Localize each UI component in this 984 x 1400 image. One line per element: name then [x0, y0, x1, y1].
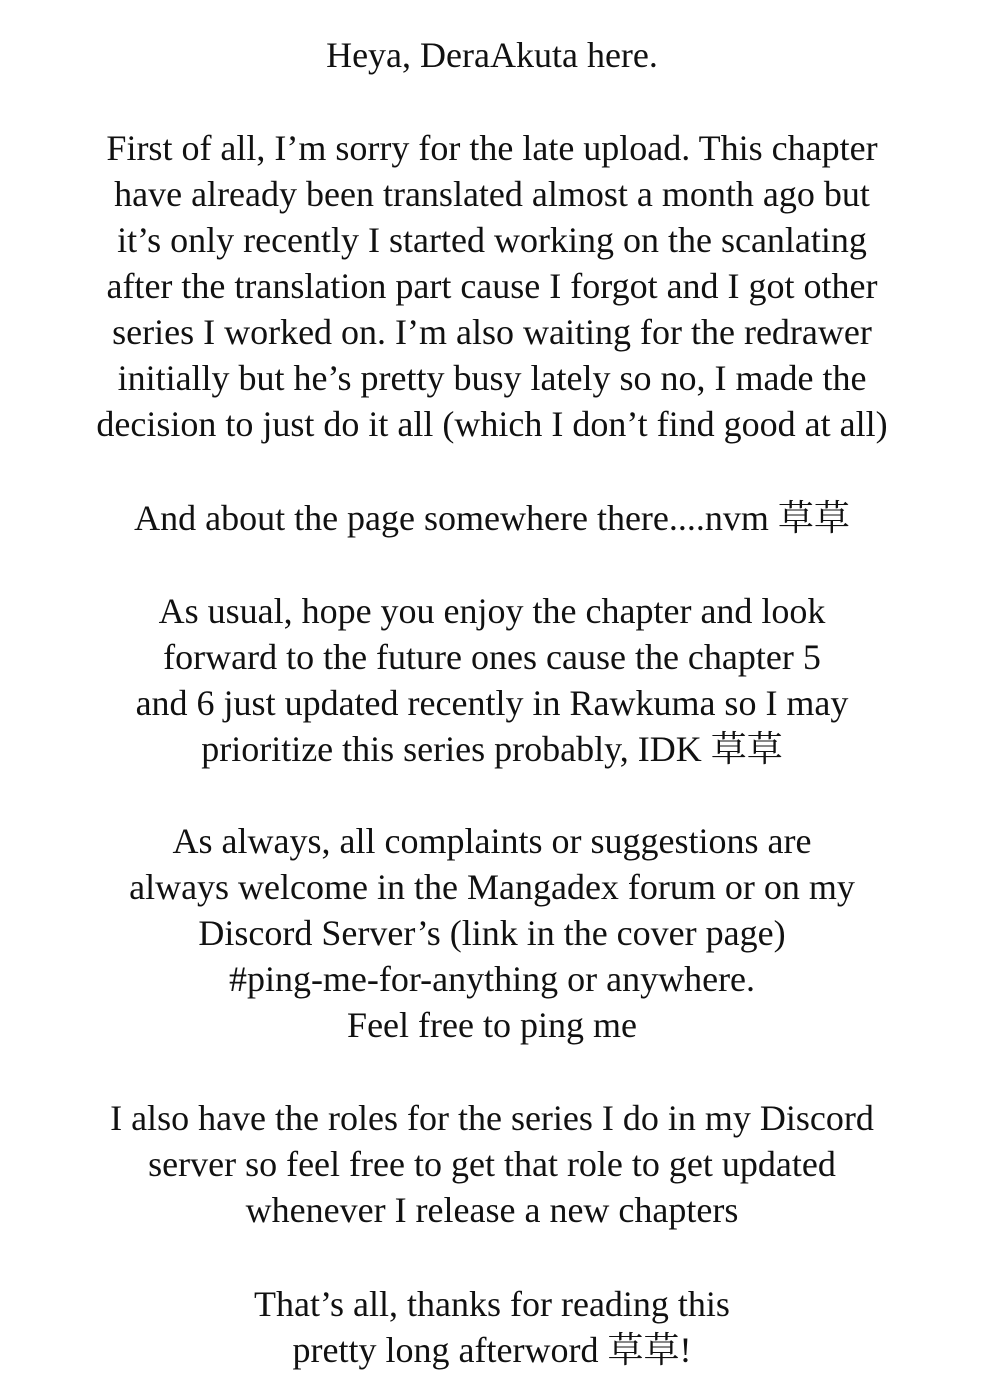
text-line: server so feel free to get that role to get updated — [148, 1144, 836, 1184]
page-note-paragraph — [0, 495, 984, 541]
text-line: initially but he’s pretty busy lately so no, I made the — [117, 358, 867, 398]
text-line: have already been translated almost a month ago but — [114, 174, 870, 214]
text-line: I also have the roles for the series I do in my Discord — [110, 1098, 874, 1138]
text-line: series I worked on. I’m also waiting for the redrawer — [112, 312, 872, 352]
roles-paragraph — [0, 1095, 984, 1233]
text-line: #ping-me-for-anything or anywhere. — [228, 959, 756, 999]
feedback-paragraph — [0, 818, 984, 1048]
enjoy-paragraph — [0, 588, 984, 772]
text-line: First of all, I’m sorry for the late upload. This chapter — [106, 128, 878, 168]
text-line: And about the page somewhere there....nvm 草草 — [134, 498, 850, 538]
text-line: decision to just do it all (which I don’t find good at all) — [96, 404, 888, 444]
text-line: Heya, DeraAkuta here. — [326, 35, 658, 75]
text-line: As always, all complaints or suggestions are — [172, 821, 812, 861]
text-line: it’s only recently I started working on the scanlating — [117, 220, 867, 260]
text-line: As usual, hope you enjoy the chapter and look — [158, 591, 826, 631]
text-line: That’s all, thanks for reading this — [254, 1284, 730, 1324]
late-upload-paragraph — [0, 125, 984, 447]
text-line: Feel free to ping me — [347, 1005, 637, 1045]
text-line: whenever I release a new chapters — [245, 1190, 739, 1230]
text-line: prioritize this series probably, IDK 草草 — [201, 729, 783, 769]
text-line: after the translation part cause I forgot and I got other — [106, 266, 878, 306]
text-line: forward to the future ones cause the chapter 5 — [163, 637, 821, 677]
text-line: Discord Server’s (link in the cover page) — [198, 913, 786, 953]
closing-paragraph — [0, 1281, 984, 1373]
text-line: and 6 just updated recently in Rawkuma so I may — [135, 683, 849, 723]
greeting-paragraph — [0, 32, 984, 78]
text-line: pretty long afterword 草草! — [292, 1330, 692, 1370]
text-line: always welcome in the Mangadex forum or on my — [129, 867, 855, 907]
